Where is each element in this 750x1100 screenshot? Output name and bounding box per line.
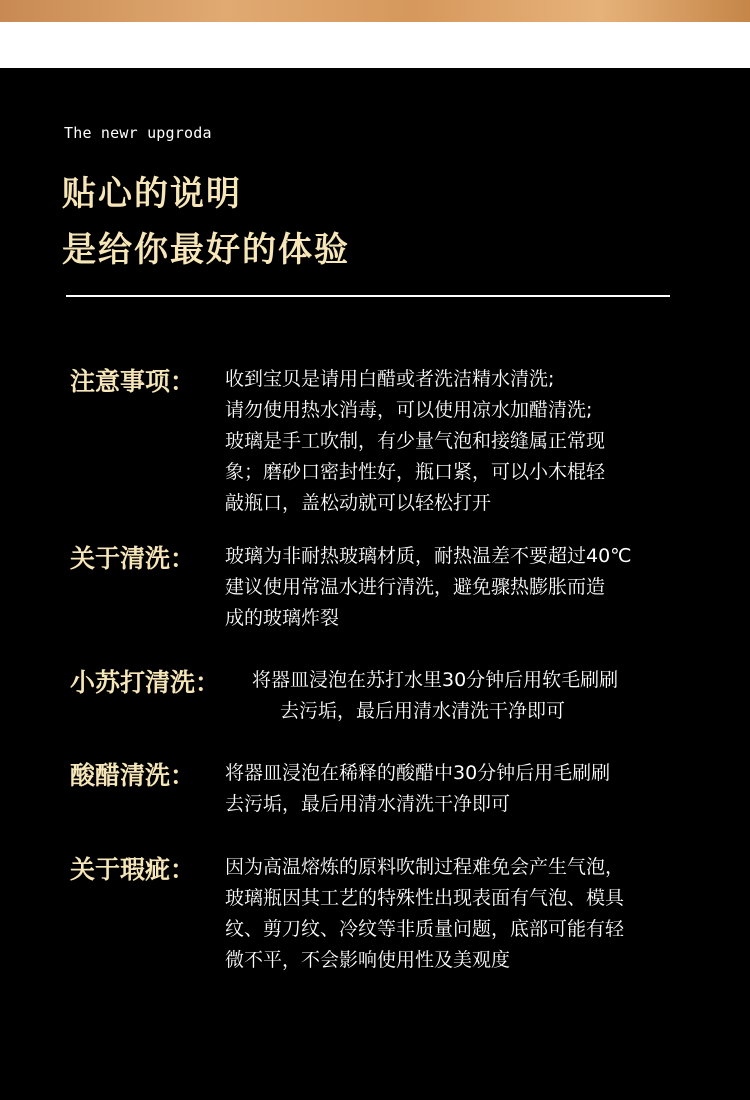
white-band — [0, 22, 750, 68]
text-line: 象；磨砂口密封性好，瓶口紧，可以小木棍轻 — [225, 461, 606, 483]
text-line: 玻璃是手工吹制，有少量气泡和接缝属正常现 — [225, 430, 606, 452]
section-text — [252, 665, 618, 727]
section-label: 关于清洗： — [70, 544, 196, 573]
section-text — [225, 758, 610, 820]
text-line: 纹、剪刀纹、冷纹等非质量问题，底部可能有轻 — [225, 918, 625, 940]
english-subtitle: The newr upgroda — [64, 124, 212, 142]
headline-line-1: 贴心的说明 — [62, 174, 242, 214]
text-line: 微不平，不会影响使用性及美观度 — [225, 949, 511, 971]
text-line: 玻璃瓶因其工艺的特殊性出现表面有气泡、模具 — [225, 887, 625, 909]
section-label: 注意事项： — [70, 367, 196, 396]
text-line: 去污垢，最后用清水清洗干净即可 — [280, 700, 566, 722]
section-label: 关于瑕疵： — [70, 855, 196, 884]
text-line: 因为高温熔炼的原料吹制过程难免会产生气泡， — [225, 856, 625, 878]
text-line: 成的玻璃炸裂 — [225, 607, 340, 629]
text-line: 收到宝贝是请用白醋或者洗洁精水清洗; — [225, 368, 555, 390]
divider — [66, 295, 670, 297]
section-label: 小苏打清洗： — [70, 668, 221, 697]
text-line: 去污垢，最后用清水清洗干净即可 — [225, 793, 511, 815]
wood-table-edge — [0, 0, 750, 22]
section-text — [225, 541, 632, 634]
section-text — [225, 364, 605, 519]
section-label: 酸醋清洗： — [70, 761, 196, 790]
text-line: 将器皿浸泡在稀释的酸醋中30分钟后用毛刷刷 — [225, 762, 611, 784]
text-line: 请勿使用热水消毒，可以使用凉水加醋清洗; — [225, 399, 593, 421]
text-line: 敲瓶口，盖松动就可以轻松打开 — [225, 492, 492, 514]
section-text — [225, 852, 624, 976]
headline-line-2: 是给你最好的体验 — [62, 230, 350, 270]
text-line: 将器皿浸泡在苏打水里30分钟后用软毛刷刷 — [252, 669, 619, 691]
text-line: 建议使用常温水进行清洗，避免骤热膨胀而造 — [225, 576, 606, 598]
text-line: 玻璃为非耐热玻璃材质，耐热温差不要超过40℃ — [225, 545, 632, 567]
